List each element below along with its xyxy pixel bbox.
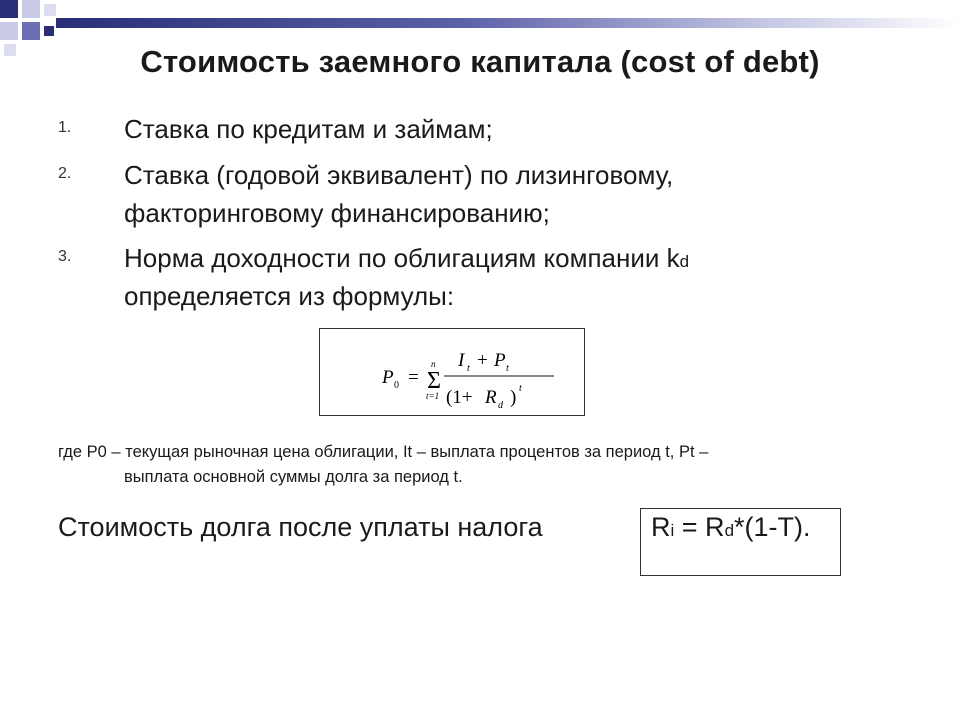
formula-numerator: I	[458, 350, 465, 371]
bond-price-formula	[319, 328, 585, 416]
list-text: Ставка (годовой эквивалент) по лизинговому,	[124, 160, 674, 190]
formula-sum-lower: t=1	[426, 391, 440, 401]
formula-lhs: P	[382, 367, 394, 388]
after-tax-formula	[651, 512, 811, 543]
decor-square	[44, 26, 54, 36]
list-text: факторинговому финансированию;	[124, 198, 550, 228]
list-number: 1.	[58, 119, 72, 136]
list-number: 3.	[58, 248, 72, 265]
decor-square	[44, 4, 56, 16]
list-text-main: Норма доходности по облигациям компании k	[124, 243, 680, 273]
formula-svg	[320, 329, 584, 415]
formula-denominator-sub: d	[498, 400, 503, 411]
decor-square	[22, 22, 40, 40]
after-tax-r: R	[651, 512, 671, 542]
formula-lhs-sub: 0	[394, 380, 399, 391]
list-text: определяется из формулы:	[124, 281, 455, 311]
formula-denominator-close: )	[510, 387, 517, 408]
note-line1: где P0 – текущая рыночная цена облигации, It – выплата процентов за период t, Pt –	[58, 443, 709, 461]
formula-plus: +	[477, 350, 488, 371]
formula-denominator-r: R	[485, 387, 497, 408]
after-tax-label: Стоимость долга после уплаты налога	[58, 512, 543, 542]
decor-square	[0, 0, 18, 18]
kd-subscript: d	[679, 252, 690, 271]
formula-numerator2-sub: t	[506, 363, 509, 374]
list-text: Ставка по кредитам и займам;	[124, 114, 493, 144]
decor-square	[0, 22, 18, 40]
formula-numerator-sub: t	[467, 363, 470, 374]
after-tax-r-sub: i	[670, 521, 675, 540]
list-text	[124, 239, 689, 281]
after-tax-eq: = R	[674, 512, 725, 542]
slide-title: Стоимость заемного капитала (cost of debt)	[140, 44, 820, 79]
note-line2: выплата основной суммы долга за период t.	[124, 468, 463, 486]
after-tax-rest: *(1-T).	[734, 512, 811, 542]
formula-note	[58, 440, 918, 490]
sigma-symbol: Σ	[427, 368, 441, 394]
list-number: 2.	[58, 165, 72, 182]
header-gradient-bar	[56, 18, 960, 28]
formula-sum-upper: n	[431, 359, 436, 369]
decor-square	[22, 0, 40, 18]
formula-equals: =	[408, 367, 419, 388]
formula-denominator: (1+	[446, 387, 473, 408]
after-tax-rd-sub: d	[724, 521, 735, 540]
formula-numerator2: P	[494, 350, 506, 371]
formula-exponent: t	[519, 383, 522, 394]
